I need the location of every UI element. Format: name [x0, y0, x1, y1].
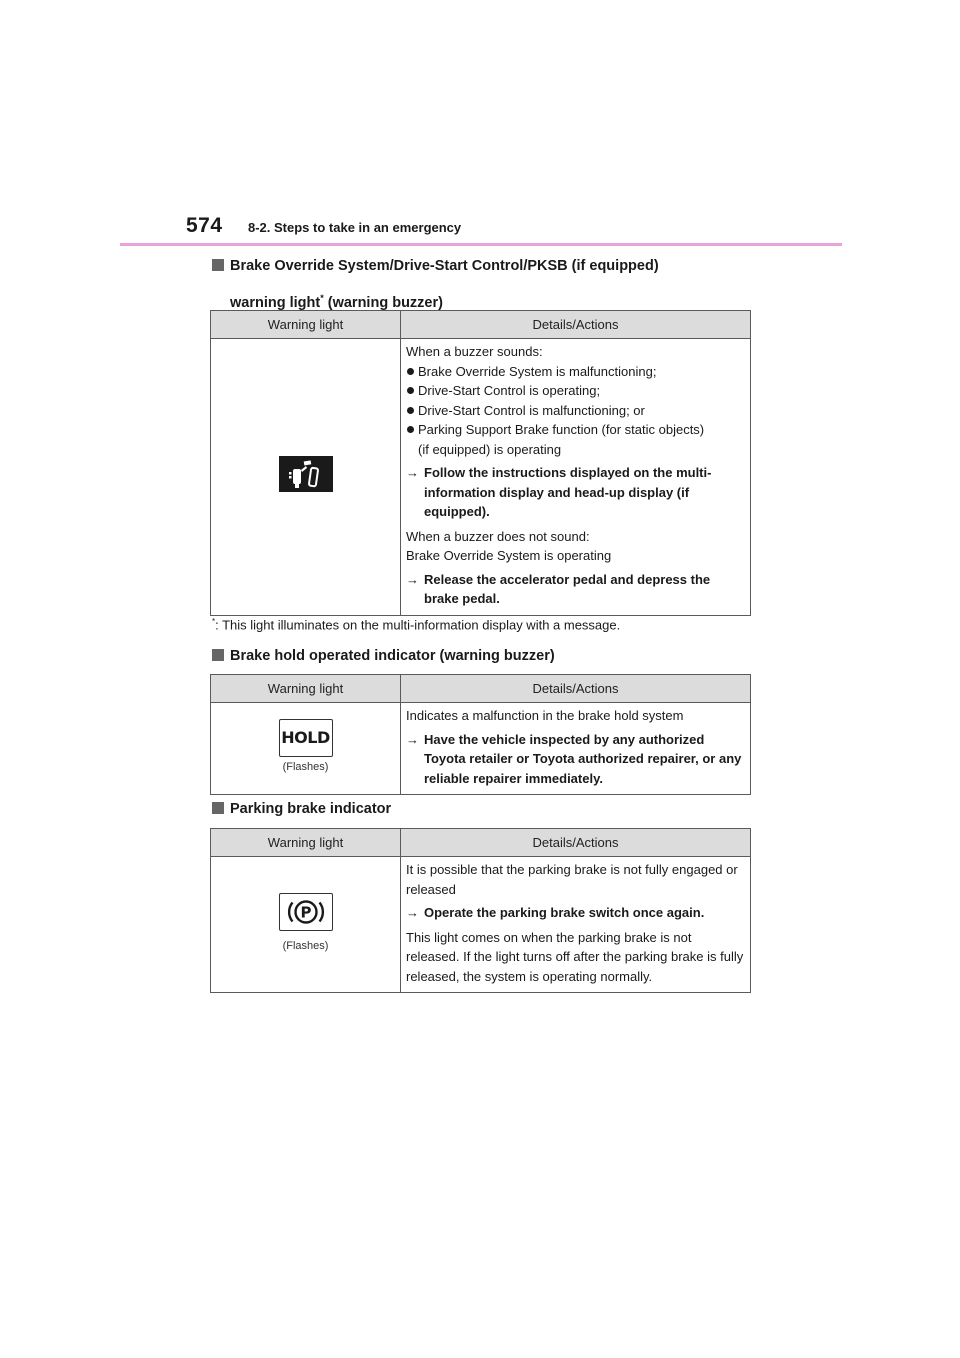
buzzer-sounds-intro: When a buzzer sounds: [406, 344, 543, 359]
action-text: Follow the instructions displayed on the multi-information display and head-up display (if equipped). [424, 465, 712, 519]
buzzer-silent-detail: Brake Override System is operating [406, 548, 612, 563]
page-number: 574 [186, 214, 223, 237]
section1-heading-line2: warning light [230, 294, 321, 311]
arrow-icon: → [406, 571, 419, 587]
warning-light-cell [211, 857, 401, 993]
section1-table [210, 310, 751, 616]
hold-icon-text: HOLD [281, 728, 330, 748]
parking-brake-icon [279, 893, 333, 931]
section1-heading-suffix: (warning buzzer) [323, 294, 443, 311]
column-header-warning-light: Warning light [211, 829, 401, 857]
square-bullet-icon [212, 649, 224, 661]
details-cell [401, 703, 751, 795]
list-item: Parking Support Brake function (for static objects) [406, 420, 746, 440]
arrow-icon: → [406, 905, 419, 920]
buzzer-silent-intro: When a buzzer does not sound: [406, 528, 590, 544]
action-instruction [406, 570, 746, 609]
detail-text: This light comes on when the parking brake is not released. If the light turns off after the parking brake is fully released, the system is operating normally. [406, 929, 744, 984]
section3-heading-text: Parking brake indicator [230, 801, 392, 817]
arrow-icon: → [406, 465, 419, 480]
table-header-row [211, 675, 751, 703]
action-text: Release the accelerator pedal and depress the brake pedal. [424, 571, 711, 606]
table-header-row [211, 311, 751, 339]
square-bullet-icon [212, 259, 224, 271]
details-cell [401, 857, 751, 993]
column-header-details: Details/Actions [401, 675, 751, 703]
brake-override-warning-icon [279, 456, 333, 492]
section2-heading-text: Brake hold operated indicator (warning buzzer) [230, 648, 555, 664]
list-item-continuation: (if equipped) is operating [418, 441, 562, 457]
list-item: Brake Override System is malfunctioning; [406, 362, 746, 382]
section1-heading-line1: Brake Override System/Drive-Start Control/PKSB (if equipped) [230, 258, 659, 274]
table-row [211, 703, 751, 795]
detail-text: It is possible that the parking brake is not fully engaged or released [406, 862, 738, 897]
action-instruction [406, 903, 746, 923]
table-row [211, 339, 751, 616]
square-bullet-icon [212, 802, 224, 814]
action-text: Operate the parking brake switch once again. [424, 905, 705, 920]
warning-light-cell [211, 339, 401, 616]
page-header [0, 0, 960, 250]
arrow-icon: → [406, 731, 419, 747]
list-item: Drive-Start Control is operating; [406, 381, 746, 401]
details-cell [401, 339, 751, 616]
section3-heading [212, 796, 391, 822]
table-header-row [211, 829, 751, 857]
section2-table [210, 674, 751, 795]
action-text: Have the vehicle inspected by any authorized Toyota retailer or Toyota authorized repairer, or any reliable repairer immediately. [424, 731, 742, 786]
column-header-details: Details/Actions [401, 311, 751, 339]
column-header-details: Details/Actions [401, 829, 751, 857]
footnote [212, 617, 620, 632]
section-title: 8-2. Steps to take in an emergency [248, 220, 462, 235]
parking-icon-letter: P [300, 903, 311, 922]
section1-heading [212, 253, 659, 316]
section2-heading [212, 643, 555, 669]
flashes-label: (Flashes) [282, 939, 329, 952]
column-header-warning-light: Warning light [211, 675, 401, 703]
section3-table [210, 828, 751, 993]
action-instruction [406, 463, 746, 522]
hold-indicator-icon [279, 719, 333, 757]
detail-text: Indicates a malfunction in the brake hold system [406, 708, 684, 723]
footnote-marker: * [320, 293, 324, 303]
list-item: Drive-Start Control is malfunctioning; or [406, 401, 746, 421]
column-header-warning-light: Warning light [211, 311, 401, 339]
table-row [211, 857, 751, 993]
footnote-marker: * [212, 617, 216, 626]
footnote-text: : This light illuminates on the multi-information display with a message. [215, 617, 621, 633]
warning-light-cell [211, 703, 401, 795]
header-rule [120, 243, 842, 246]
action-instruction [406, 730, 746, 789]
flashes-label: (Flashes) [282, 761, 329, 774]
